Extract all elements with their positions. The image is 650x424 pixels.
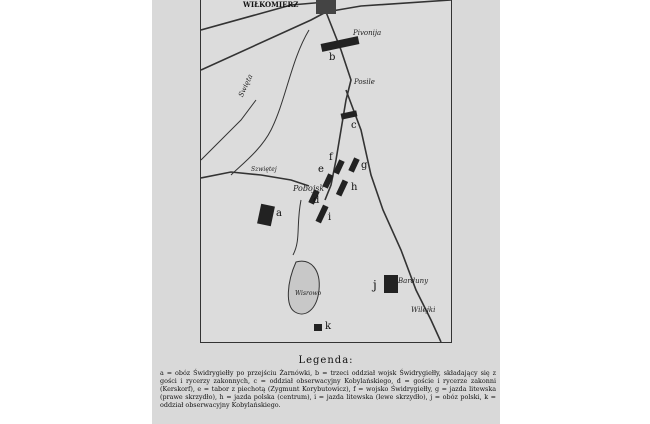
town-block <box>316 0 336 14</box>
road-west <box>201 12 326 70</box>
road-south-east <box>346 90 441 342</box>
unit-j <box>384 275 398 293</box>
unit-label-a: a <box>276 208 282 219</box>
unit-label-d: d <box>313 195 320 206</box>
unit-label-b: b <box>329 52 336 63</box>
unit-label-c: c <box>351 120 357 131</box>
map-drawing <box>201 0 451 342</box>
road-north-east <box>326 0 451 12</box>
unit-label-g: g <box>361 160 368 171</box>
roads <box>201 0 451 342</box>
unit-label-k: k <box>325 321 332 332</box>
rivers <box>201 30 309 255</box>
river-label-swigta: Swięta <box>237 73 255 99</box>
lake <box>288 261 322 314</box>
unit-a <box>257 204 275 226</box>
place-wilkomierz: WIŁKOMIERZ <box>243 0 299 9</box>
road-label: Szwiętej <box>251 166 277 173</box>
unit-h <box>336 179 348 196</box>
place-barduny: Barduny <box>398 277 429 285</box>
legend-text: a = obóz Świdrygiełły po przejściu Żarnówki, b = trzeci oddział wojsk Świdrygiełły, składający się z gości i rycerzy zakonnych, c = oddział obserwacyjny Kobylańskiego, d = goście i rycerze zakonni (Kerskorf), e = tabor z piechotą (Zygmunt Korybutowicz), f = wojsko Świdrygiełły, g = jazda litewska (prawe skrzydło), h = jazda polska (centrum), i = jazda litewska (lewe skrzydło), j = obóz polski, k = oddział obserwacyjny Kobylańskiego. <box>160 369 496 410</box>
river-west <box>201 100 256 160</box>
unit-k <box>314 324 322 331</box>
place-posile: Posile <box>354 78 375 86</box>
place-wilejki: Wilejki <box>411 306 436 314</box>
unit-label-f: f <box>329 152 333 163</box>
unit-g <box>348 157 359 172</box>
place-pobojsk: Pobojsk <box>293 184 325 193</box>
place-pivonija: Pivonija <box>353 29 382 37</box>
unit-label-i: i <box>328 212 332 223</box>
legend-title: Legenda: <box>298 355 354 366</box>
lake-label: Wisrowo <box>295 290 322 297</box>
unit-label-h: h <box>351 182 358 193</box>
unit-i <box>315 205 328 224</box>
river-south <box>293 200 301 255</box>
unit-label-e: e <box>318 164 324 175</box>
unit-label-j: j <box>373 278 377 292</box>
unit-c <box>341 110 358 119</box>
battle-map <box>200 0 452 343</box>
